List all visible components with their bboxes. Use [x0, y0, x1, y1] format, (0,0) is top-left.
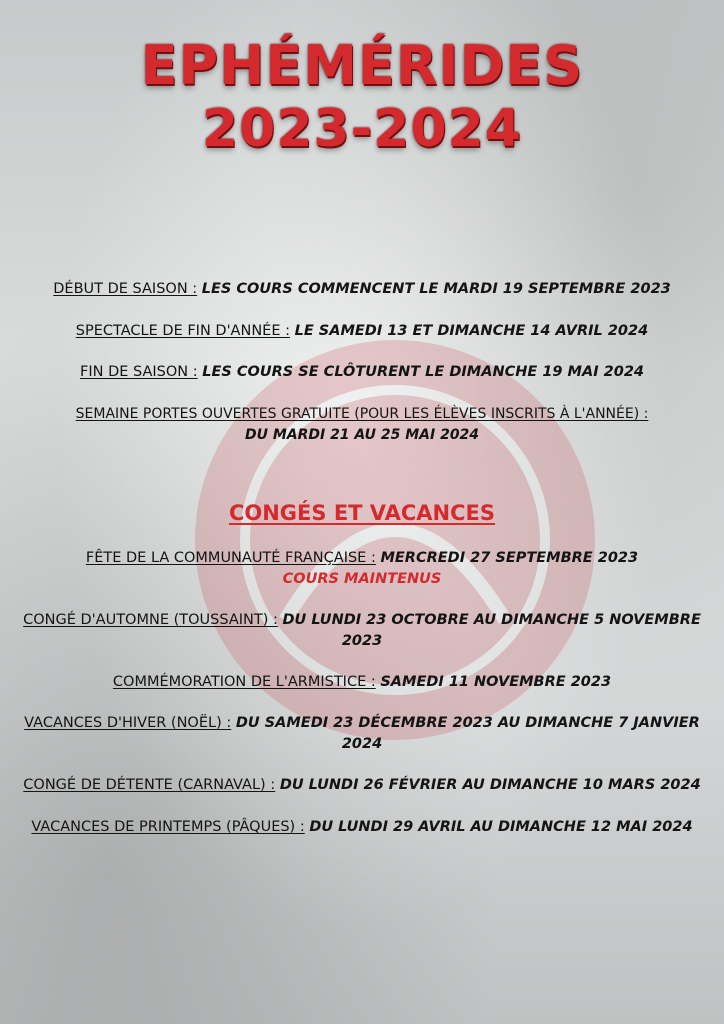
season-item-open-week [0, 404, 724, 446]
season-label: FIN DE SAISON : [80, 364, 198, 380]
holiday-item-spring [0, 817, 724, 838]
background-logo-watermark [175, 320, 615, 760]
season-value: LES COURS COMMENCENT LE MARDI 19 SEPTEMBRE 2023 [201, 281, 671, 297]
holiday-value: DU SAMEDI 23 DÉCEMBRE 2023 AU DIMANCHE 7 JANVIER 2024 [235, 715, 700, 752]
holiday-label: VACANCES DE PRINTEMPS (PÂQUES) : [31, 819, 305, 835]
holiday-label: FÊTE DE LA COMMUNAUTÉ FRANÇAISE : [85, 550, 376, 566]
holiday-label: COMMÉMORATION DE L'ARMISTICE : [112, 674, 376, 690]
page-title: EPHÉMÉRIDES [140, 34, 584, 97]
holiday-item-carnival [0, 775, 724, 796]
holiday-value: DU LUNDI 23 OCTOBRE AU DIMANCHE 5 NOVEMBRE 2023 [282, 612, 701, 649]
season-item-end [0, 362, 724, 383]
season-value: DU MARDI 21 AU 25 MAI 2024 [244, 427, 480, 443]
holiday-item-winter [10, 713, 714, 755]
holidays-section-title: CONGÉS ET VACANCES [228, 501, 496, 525]
holiday-note: COURS MAINTENUS [282, 571, 442, 587]
season-value: LES COURS SE CLÔTURENT LE DIMANCHE 19 MAI 2024 [202, 364, 644, 380]
holiday-value: MERCREDI 27 SEPTEMBRE 2023 [380, 550, 639, 566]
page-title-years: 2023-2024 [201, 99, 523, 159]
season-label: SEMAINE PORTES OUVERTES GRATUITE (POUR LES ÉLÈVES INSCRITS À L'ANNÉE) : [75, 406, 649, 422]
holiday-value: DU LUNDI 26 FÉVRIER AU DIMANCHE 10 MARS 2024 [279, 777, 701, 793]
holiday-value: DU LUNDI 29 AVRIL AU DIMANCHE 12 MAI 2024 [309, 819, 693, 835]
season-value: LE SAMEDI 13 ET DIMANCHE 14 AVRIL 2024 [294, 323, 649, 339]
season-label: DÉBUT DE SAISON : [53, 281, 198, 297]
holiday-item-french-community [0, 548, 724, 590]
holiday-label: CONGÉ D'AUTOMNE (TOUSSAINT) : [23, 612, 278, 628]
holiday-item-autumn [6, 610, 718, 652]
holiday-item-armistice [0, 672, 724, 693]
season-item-start [0, 279, 724, 300]
holiday-label: VACANCES D'HIVER (NOËL) : [24, 715, 232, 731]
season-item-show [0, 321, 724, 342]
season-label: SPECTACLE DE FIN D'ANNÉE : [75, 323, 290, 339]
holiday-label: CONGÉ DE DÉTENTE (CARNAVAL) : [23, 777, 276, 793]
holiday-value: SAMEDI 11 NOVEMBRE 2023 [380, 674, 612, 690]
